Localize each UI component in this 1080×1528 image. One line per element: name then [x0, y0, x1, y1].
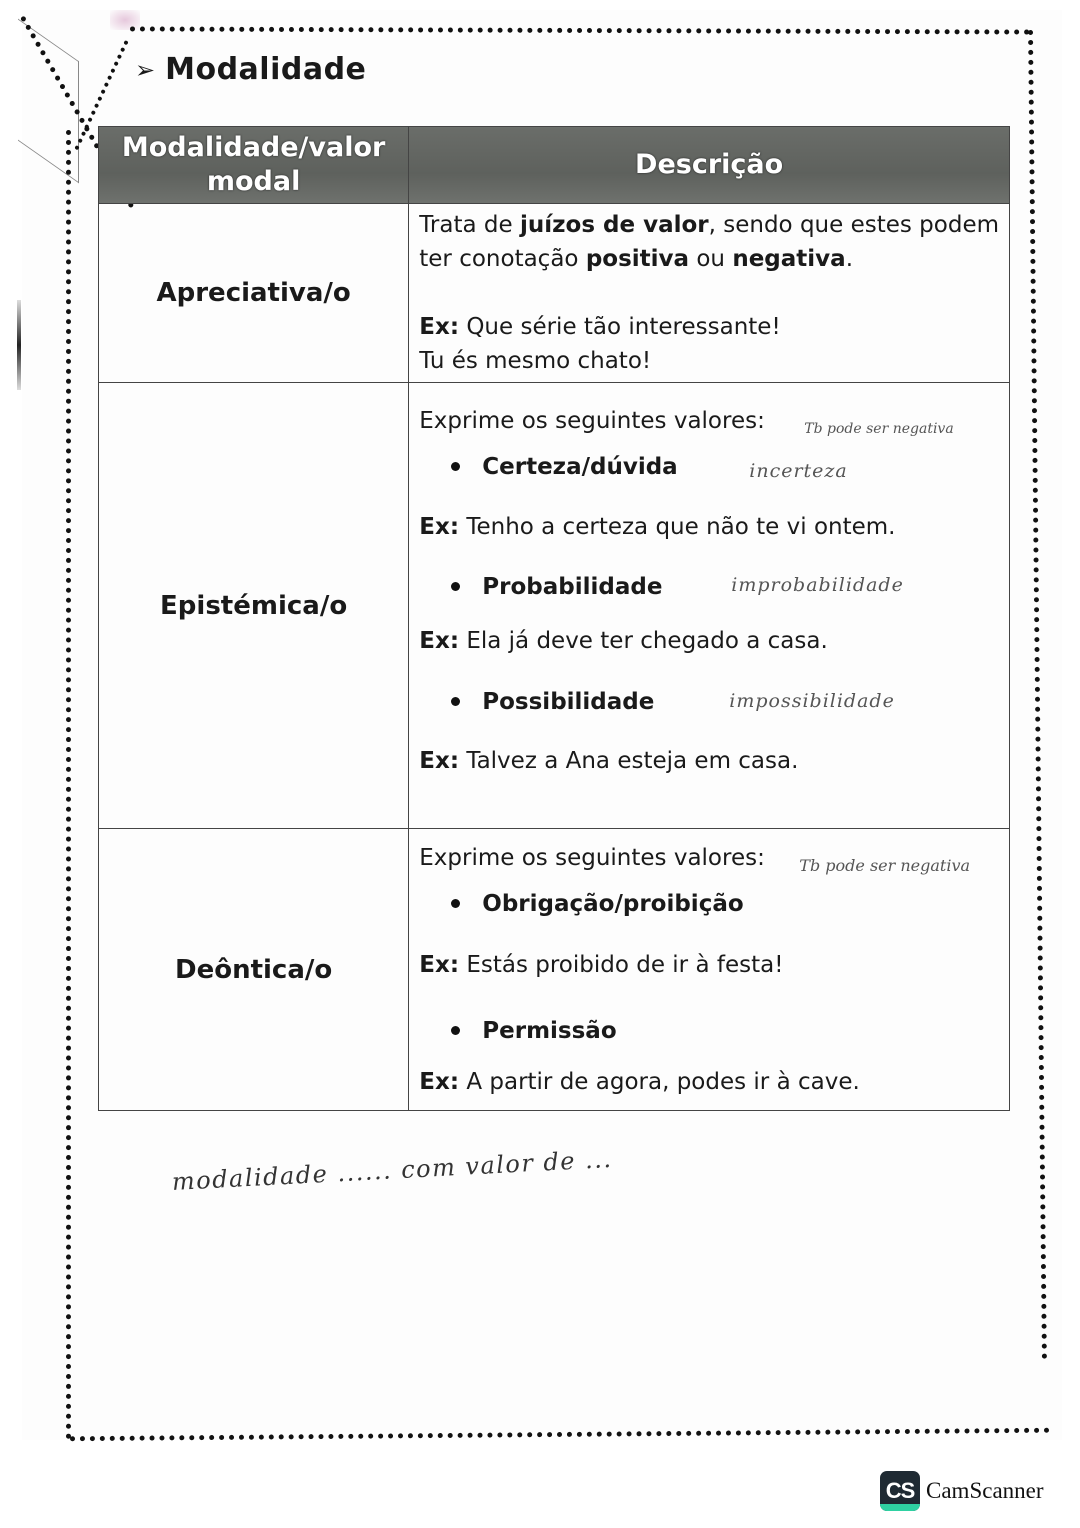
example-line: Ex: Estás proibido de ir à festa! — [419, 951, 784, 978]
bullet-icon — [451, 899, 460, 908]
example-line: Ex: Que série tão interessante! — [419, 314, 781, 340]
intro-line: Exprime os seguintes valores: Tb pode ser negativa — [419, 404, 999, 438]
bullet-icon — [451, 697, 460, 706]
section-heading — [135, 52, 366, 87]
example-line: Ex: A partir de agora, podes ir à cave. — [419, 1068, 860, 1095]
modality-cell: Apreciativa/o — [99, 204, 409, 383]
table-row — [99, 383, 1010, 829]
example-line: Ex: Talvez a Ana esteja em casa. — [419, 747, 799, 774]
description-cell — [409, 383, 1010, 829]
dotted-frame-left — [66, 130, 71, 1440]
bullet-icon — [451, 582, 460, 591]
handwritten-annotation: incerteza — [749, 459, 848, 482]
binder-mark — [17, 300, 21, 390]
header-modality-line1: Modalidade/valor — [121, 132, 386, 163]
section-title: Modalidade — [165, 52, 367, 87]
example-line: Tu és mesmo chato! — [419, 348, 652, 374]
camscanner-logo-icon: CS — [880, 1471, 920, 1511]
arrow-bullet-icon: ➢ — [135, 55, 156, 84]
bullet-icon — [451, 1026, 460, 1035]
bullet-icon — [451, 462, 460, 471]
list-item: Obrigação/proibição — [419, 875, 999, 933]
intro-line: Exprime os seguintes valores: Tb pode ser negativa — [419, 841, 999, 875]
header-modality — [99, 127, 409, 204]
table-row — [99, 829, 1010, 1111]
modality-cell: Deôntica/o — [99, 829, 409, 1111]
table-header-row — [99, 127, 1010, 204]
description-cell — [409, 204, 1010, 383]
handwritten-footer-note: modalidade ...... com valor de ... — [171, 1144, 614, 1196]
modality-cell: Epistémica/o — [99, 383, 409, 829]
header-modality-line2: modal — [206, 166, 301, 197]
description-cell — [409, 829, 1010, 1111]
handwritten-note: Tb pode ser negativa — [804, 420, 954, 437]
table-row — [99, 204, 1010, 383]
description-line: Trata de juízos de valor, sendo que estes podem — [419, 212, 999, 238]
example-line: Ex: Ela já deve ter chegado a casa. — [419, 627, 828, 654]
camscanner-watermark — [880, 1471, 1044, 1511]
modality-table — [98, 126, 1010, 1111]
handwritten-note: Tb pode ser negativa — [799, 855, 971, 875]
list-item: Certeza/dúvida incerteza — [419, 438, 999, 496]
handwritten-annotation: improbabilidade — [731, 573, 904, 596]
description-line: ter conotação positiva ou negativa. — [419, 246, 853, 272]
list-item: Possibilidade impossibilidade — [419, 666, 999, 738]
camscanner-name: CamScanner — [926, 1478, 1044, 1503]
list-item: Probabilidade improbabilidade — [419, 558, 999, 616]
handwritten-annotation: impossibilidade — [729, 689, 895, 712]
example-line: Ex: Tenho a certeza que não te vi ontem. — [419, 513, 896, 540]
list-item: Permissão — [419, 997, 999, 1065]
header-description: Descrição — [409, 127, 1010, 204]
